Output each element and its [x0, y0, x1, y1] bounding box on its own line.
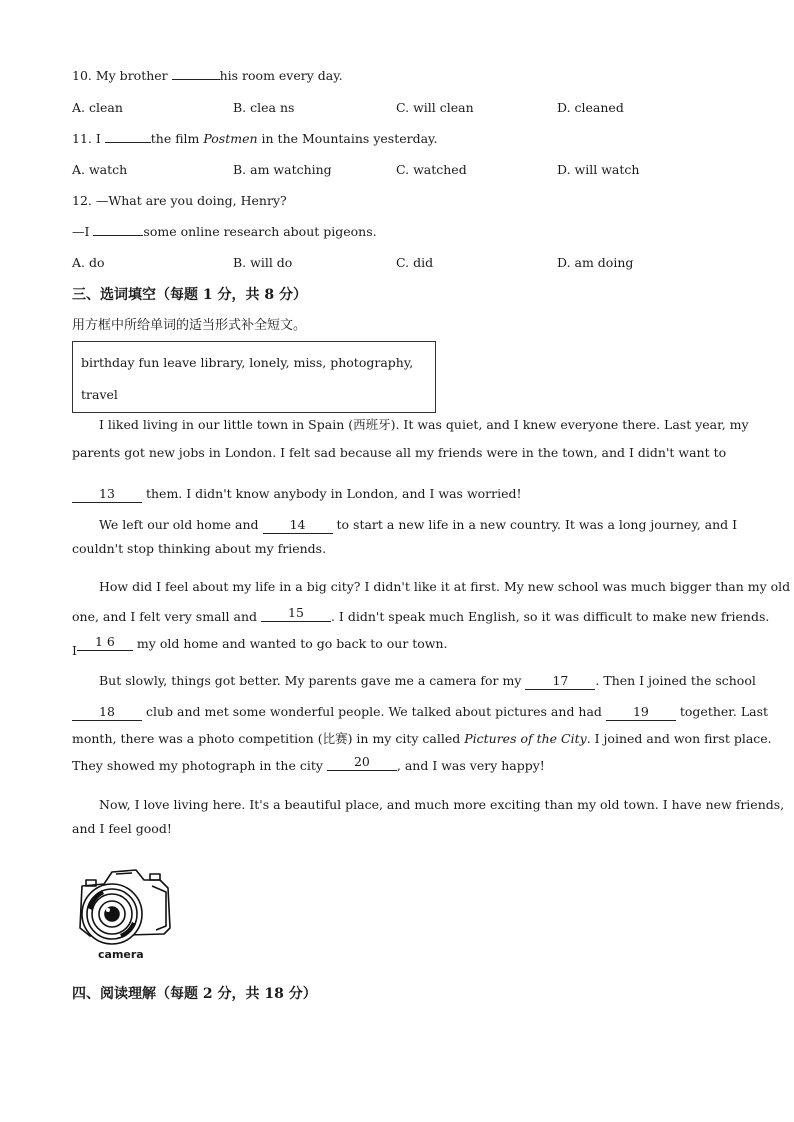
passage-p4-text-a: But slowly, things got better. My parents gave me a camera for my — [99, 673, 526, 688]
passage-p2-text-b: to start a new life in a new country. It was a long journey, and I — [332, 517, 738, 532]
word-box — [72, 341, 436, 413]
passage-p4-text-f: . I joined and won first place. — [586, 731, 772, 746]
blank-15[interactable]: 15 — [261, 605, 331, 622]
q12-blank[interactable] — [93, 235, 143, 236]
question-10-stem — [72, 68, 343, 84]
passage-p3-line2 — [72, 605, 770, 626]
q12-option-a[interactable]: A. do — [72, 255, 105, 270]
q11-option-d[interactable]: D. will watch — [557, 162, 640, 177]
section-3-instruction: 用方框中所给单词的适当形式补全短文。 — [72, 318, 307, 333]
q11-option-a[interactable]: A. watch — [72, 162, 128, 177]
section-3-title: 三、选词填空（每题 1 分，共 8 分） — [72, 287, 307, 303]
q12-option-c[interactable]: C. did — [396, 255, 434, 270]
passage-p3-line1: How did I feel about my life in a big city? I didn't like it at first. My new school was much bigger than my old — [99, 579, 791, 594]
passage-p2-line1 — [99, 517, 749, 534]
q11-number: 11. I — [72, 131, 105, 146]
q10-option-d[interactable]: D. cleaned — [557, 100, 624, 115]
passage-p4-line3 — [72, 731, 772, 747]
blank-13[interactable]: 13 — [72, 486, 142, 503]
passage-p4-text-g: They showed my photograph in the city — [72, 758, 327, 773]
camera-illustration — [72, 864, 176, 964]
blank-17[interactable]: 17 — [525, 673, 595, 690]
q12-option-b[interactable]: B. will do — [233, 255, 293, 270]
passage-p3-text-a: one, and I felt very small and — [72, 609, 261, 624]
passage-p5-line1: Now, I love living here. It's a beautiful place, and much more exciting than my old town. I have new friends, — [99, 797, 785, 812]
passage-p4-text-e: month, there was a photo competition (比赛) in my city called — [72, 731, 465, 746]
passage-p1-line2: parents got new jobs in London. I felt sad because all my friends were in the town, and I didn't want to — [72, 445, 727, 460]
q10-option-c[interactable]: C. will clean — [396, 100, 474, 115]
word-box-line-1: birthday fun leave library, lonely, miss, photography, — [81, 355, 414, 370]
passage-p2-text-a: We left our old home and — [99, 517, 263, 532]
q11-blank[interactable] — [105, 142, 151, 143]
blank-20[interactable]: 20 — [327, 754, 397, 771]
blank-18[interactable]: 18 — [72, 704, 142, 721]
passage-p3-text-b: . I didn't speak much English, so it was difficult to make new friends. — [330, 609, 770, 624]
q10-option-b[interactable]: B. clea ns — [233, 100, 295, 115]
q12-option-d[interactable]: D. am doing — [557, 255, 634, 270]
blank-16[interactable]: 1 6 — [77, 634, 133, 651]
q10-blank[interactable] — [172, 79, 220, 80]
q11-film-title: Postmen — [203, 131, 258, 146]
q12-dash: —I — [72, 224, 94, 239]
camera-icon — [72, 864, 176, 948]
word-box-line-2: travel — [81, 387, 118, 402]
q11-option-c[interactable]: C. watched — [396, 162, 467, 177]
q10-text: his room every day. — [219, 68, 343, 83]
question-12-answer-line — [72, 224, 377, 240]
passage-p3-text-c: I — [72, 643, 77, 658]
question-12-stem: 12. —What are you doing, Henry? — [72, 193, 287, 208]
q10-option-a[interactable]: A. clean — [72, 100, 123, 115]
passage-p4-line2 — [72, 704, 769, 721]
q10-number: 10. My brother — [72, 68, 172, 83]
passage-p4-text-h: , and I was very happy! — [396, 758, 545, 773]
passage-p4-text-b: . Then I joined the school — [595, 673, 756, 688]
camera-label: camera — [98, 948, 144, 961]
passage-p1-line3-text: them. I didn't know anybody in London, and I was worried! — [142, 486, 522, 501]
passage-p4-text-d: together. Last — [675, 704, 769, 719]
blank-14[interactable]: 14 — [263, 517, 333, 534]
section-4-title: 四、阅读理解（每题 2 分，共 18 分） — [72, 986, 317, 1002]
q11-text-a: the film — [150, 131, 204, 146]
passage-p5-line2: and I feel good! — [72, 821, 172, 836]
passage-p1-line1: I liked living in our little town in Spain (西班牙). It was quiet, and I knew everyone there. Last year, my — [99, 417, 749, 432]
question-11-stem — [72, 131, 437, 147]
q12-text: some online research about pigeons. — [143, 224, 377, 239]
passage-p4-line1 — [99, 673, 756, 690]
passage-p4-line4 — [72, 754, 722, 775]
passage-p3-text-d: my old home and wanted to go back to our town. — [132, 636, 448, 651]
q11-option-b[interactable]: B. am watching — [233, 162, 332, 177]
passage-p2-line2: couldn't stop thinking about my friends. — [72, 541, 327, 556]
blank-19[interactable]: 19 — [606, 704, 676, 721]
passage-p3-line3 — [72, 634, 722, 658]
passage-p1-line3 — [72, 486, 722, 503]
q11-text-b: in the Mountains yesterday. — [257, 131, 438, 146]
competition-title: Pictures of the City — [464, 731, 587, 746]
passage-p4-text-c: club and met some wonderful people. We talked about pictures and had — [142, 704, 606, 719]
